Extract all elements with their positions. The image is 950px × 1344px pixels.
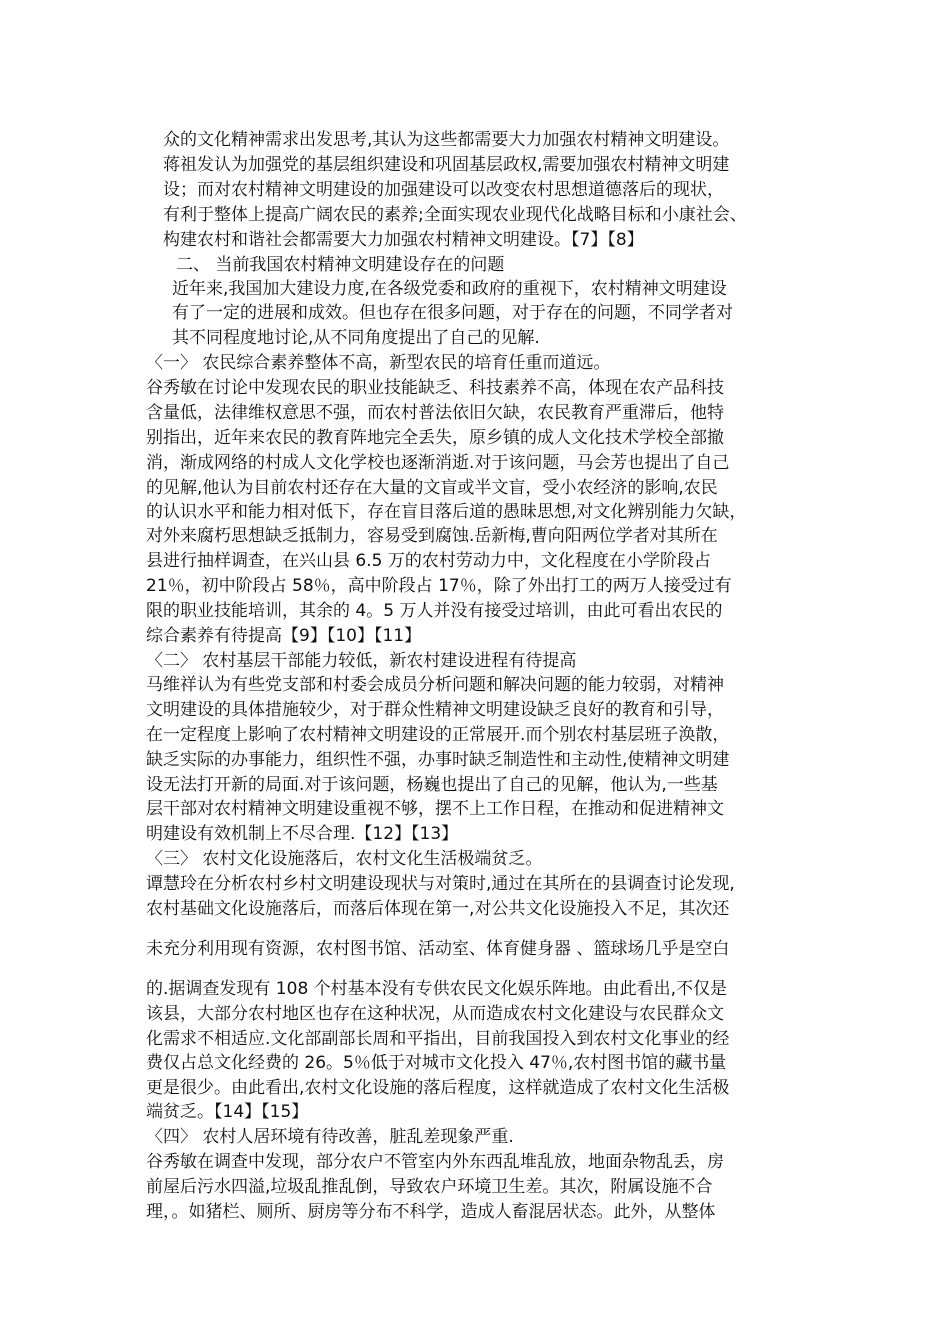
text-line: 文明建设的具体措施较少，对于群众性精神文明建设缺乏良好的教育和引导， xyxy=(146,700,724,720)
text-line: 蒋祖发认为加强党的基层组织建设和巩固基层政权,需要加强农村精神文明建 xyxy=(163,155,730,175)
text-line: 消，渐成网络的村成人文化学校也逐渐消逝.对于该问题，马会芳也提出了自己 xyxy=(146,453,730,473)
subsection-heading: 〈一〉 农民综合素养整体不高，新型农民的培育任重而道远。 xyxy=(146,353,611,373)
text-line: 其不同程度地讨论,从不同角度提出了自己的见解. xyxy=(172,328,540,348)
text-line: 对外来腐朽思想缺乏抵制力，容易受到腐蚀.岳新梅,曹向阳两位学者对其所在 xyxy=(146,526,718,546)
text-line: 综合素养有待提高【9】【10】【11】 xyxy=(146,626,422,646)
text-line: 21％，初中阶段占 58％，高中阶段占 17％，除了外出打工的两万人接受过有 xyxy=(146,576,732,596)
text-line: 别指出，近年来农民的教育阵地完全丢失，原乡镇的成人文化技术学校全部撤 xyxy=(146,428,724,448)
subsection-heading: 〈二〉 农村基层干部能力较低，新农村建设进程有待提高 xyxy=(146,651,577,671)
text-line: 谭慧玲在分析农村乡村文明建设现状与对策时,通过在其所在的县调查讨论发现, xyxy=(146,874,735,894)
text-line: 理，。如猪栏、厕所、厨房等分布不科学，造成人畜混居状态。此外，从整体 xyxy=(146,1202,716,1222)
text-line: 未充分利用现有资源，农村图书馆、活动室、体育健身器 、篮球场几乎是空白 xyxy=(146,939,730,959)
subsection-heading: 〈三〉 农村文化设施落后，农村文化生活极端贫乏。 xyxy=(146,849,543,869)
text-line: 农村基础文化设施落后，而落后体现在第一,对公共文化设施投入不足，其次还 xyxy=(146,899,730,919)
text-line: 众的文化精神需求出发思考,其认为这些都需要大力加强农村精神文明建设。 xyxy=(163,130,730,150)
text-line: 有了一定的进展和成效。但也存在很多问题，对于存在的问题，不同学者对 xyxy=(172,303,733,323)
text-line: 的认识水平和能力相对低下，存在盲目落后道的愚昧思想,对文化辨别能力欠缺， xyxy=(146,502,747,522)
text-line: 费仅占总文化经费的 26。5％低于对城市文化投入 47％,农村图书馆的藏书量 xyxy=(146,1053,727,1073)
text-line: 端贫乏。【14】【15】 xyxy=(146,1102,309,1122)
text-line: 的见解,他认为目前农村还存在大量的文盲或半文盲，受小农经济的影响,农民 xyxy=(146,478,718,498)
text-line: 马维祥认为有些党支部和村委会成员分析问题和解决问题的能力较弱，对精神 xyxy=(146,675,724,695)
text-line: 该县，大部分农村地区也存在这种状况，从而造成农村文化建设与农民群众文 xyxy=(146,1004,724,1024)
text-line: 县进行抽样调查，在兴山县 6.5 万的农村劳动力中，文化程度在小学阶段占 xyxy=(146,551,711,571)
text-line: 谷秀敏在调查中发现，部分农户不管室内外东西乱堆乱放，地面杂物乱丢，房 xyxy=(146,1152,724,1172)
text-line: 在一定程度上影响了农村精神文明建设的正常展开.而个别农村基层班子涣散， xyxy=(146,725,730,745)
text-line: 缺乏实际的办事能力，组织性不强，办事时缺乏制造性和主动性,使精神文明建 xyxy=(146,750,730,770)
text-line: 前屋后污水四溢,垃圾乱推乱倒，导致农户环境卫生差。其次，附属设施不合 xyxy=(146,1177,713,1197)
text-line: 谷秀敏在讨论中发现农民的职业技能缺乏、科技素养不高，体现在农产品科技 xyxy=(146,378,724,398)
text-line: 的.据调查发现有 108 个村基本没有专供农民文化娱乐阵地。由此看出,不仅是 xyxy=(146,979,728,999)
text-line: 有利于整体上提高广阔农民的素养;全面实现农业现代化战略目标和小康社会、 xyxy=(163,205,747,225)
text-line: 设无法打开新的局面.对于该问题，杨巍也提出了自己的见解，他认为,一些基 xyxy=(146,775,718,795)
text-line: 构建农村和谐社会都需要大力加强农村精神文明建设。【7】【8】 xyxy=(163,230,644,250)
text-line: 层干部对农村精神文明建设重视不够，摆不上工作日程，在推动和促进精神文 xyxy=(146,799,724,819)
text-line: 含量低，法律维权意思不强，而农村普法依旧欠缺，农民教育严重滞后，他特 xyxy=(146,403,724,423)
subsection-heading: 〈四〉 农村人居环境有待改善，脏乱差现象严重. xyxy=(146,1127,514,1147)
text-line: 明建设有效机制上不尽合理.【12】【13】 xyxy=(146,824,459,844)
text-line: 限的职业技能培训，其余的 4。5 万人并没有接受过培训，由此可看出农民的 xyxy=(146,601,723,621)
text-line: 更是很少。由此看出,农村文化设施的落后程度，这样就造成了农村文化生活极 xyxy=(146,1078,730,1098)
text-line: 化需求不相适应.文化部副部长周和平指出，目前我国投入到农村文化事业的经 xyxy=(146,1029,730,1049)
text-line: 设；而对农村精神文明建设的加强建设可以改变农村思想道德落后的现状， xyxy=(163,180,724,200)
section-heading: 二、 当前我国农村精神文明建设存在的问题 xyxy=(176,255,505,275)
text-line: 近年来,我国加大建设力度,在各级党委和政府的重视下，农村精神文明建设 xyxy=(172,279,727,299)
